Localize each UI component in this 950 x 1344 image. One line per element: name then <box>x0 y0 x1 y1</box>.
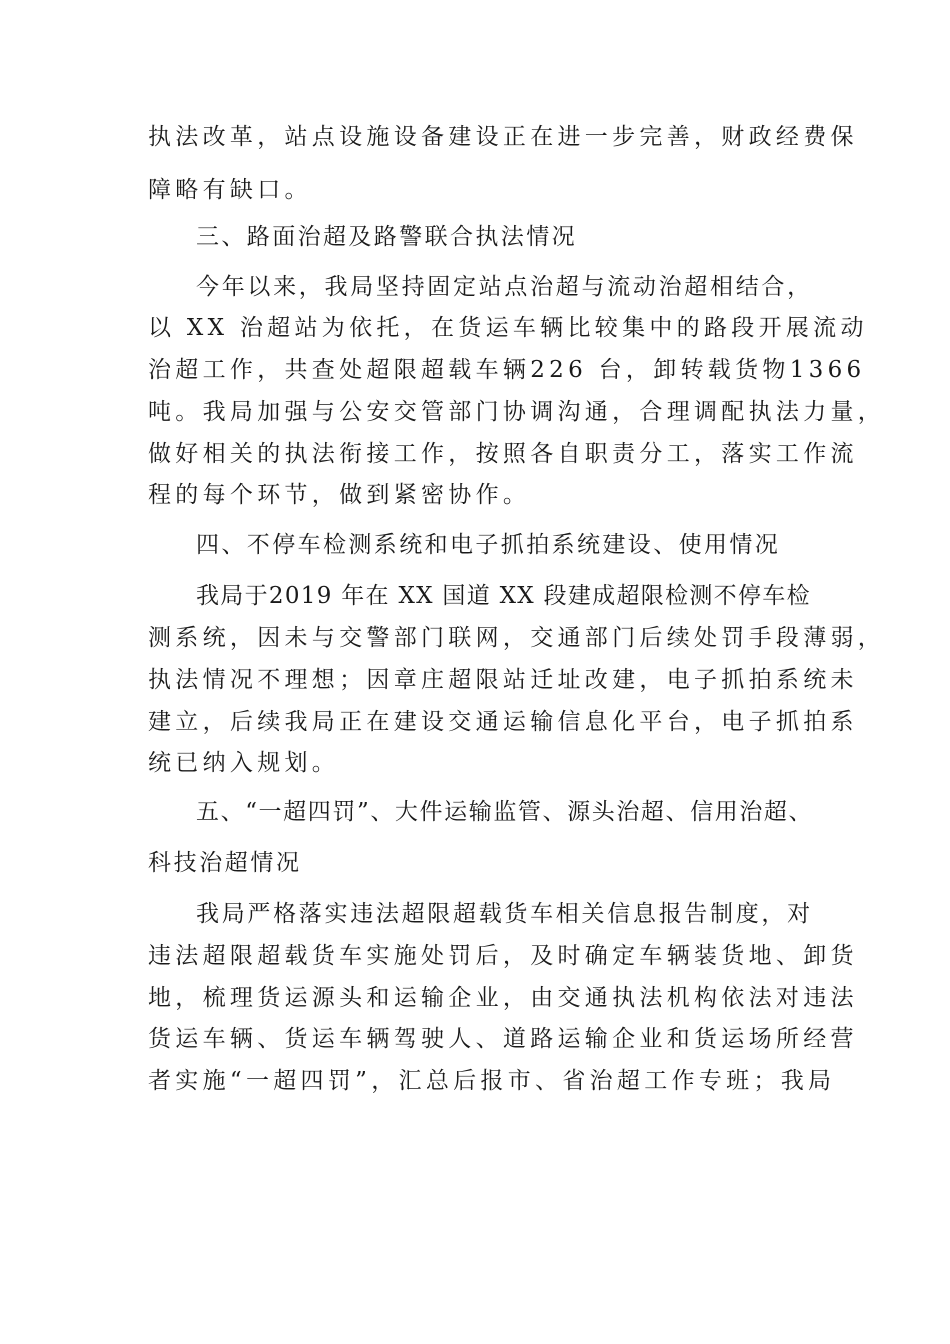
paragraph-line: 吨。我局加强与公安交管部门协调沟通，合理调配执法力量， <box>148 399 886 425</box>
paragraph-line: 障略有缺口。 <box>148 177 312 203</box>
paragraph-line: 以 XX 治超站为依托，在货运车辆比较集中的路段开展流动 <box>148 315 868 341</box>
paragraph-line: 货运车辆、货运车辆驾驶人、道路运输企业和货运场所经营 <box>148 1026 858 1052</box>
paragraph-line: 做好相关的执法衔接工作，按照各自职责分工，落实工作流 <box>148 441 858 467</box>
paragraph-line: 治超工作，共查处超限超载车辆226 台，卸转载货物1366 <box>148 357 866 383</box>
paragraph-line: 执法情况不理想；因章庄超限站迁址改建，电子抓拍系统未 <box>148 667 858 693</box>
paragraph-line: 测系统，因未与交警部门联网，交通部门后续处罚手段薄弱， <box>148 625 886 651</box>
paragraph-line: 执法改革，站点设施设备建设正在进一步完善，财政经费保 <box>148 124 858 150</box>
paragraph-line: 地，梳理货运源头和运输企业，由交通执法机构依法对违法 <box>148 985 858 1011</box>
section-heading-5: 五、“一超四罚”、大件运输监管、源头治超、信用治超、 <box>196 799 814 825</box>
paragraph-line: 我局严格落实违法超限超载货车相关信息报告制度，对 <box>196 901 813 927</box>
paragraph-line: 今年以来，我局坚持固定站点治超与流动治超相结合， <box>196 274 813 300</box>
section-heading-4: 四、不停车检测系统和电子抓拍系统建设、使用情况 <box>196 532 781 558</box>
section-heading-5-cont: 科技治超情况 <box>148 850 302 876</box>
paragraph-line: 者实施“一超四罚”，汇总后报市、省治超工作专班；我局 <box>148 1068 836 1094</box>
paragraph-line: 建立，后续我局正在建设交通运输信息化平台，电子抓拍系 <box>148 709 858 735</box>
paragraph-line: 我局于2019 年在 XX 国道 XX 段建成超限检测不停车检 <box>196 583 811 609</box>
paragraph-line: 程的每个环节，做到紧密协作。 <box>148 482 531 508</box>
section-heading-3: 三、路面治超及路警联合执法情况 <box>196 224 577 250</box>
paragraph-line: 统已纳入规划。 <box>148 750 340 776</box>
paragraph-line: 违法超限超载货车实施处罚后，及时确定车辆装货地、卸货 <box>148 943 858 969</box>
